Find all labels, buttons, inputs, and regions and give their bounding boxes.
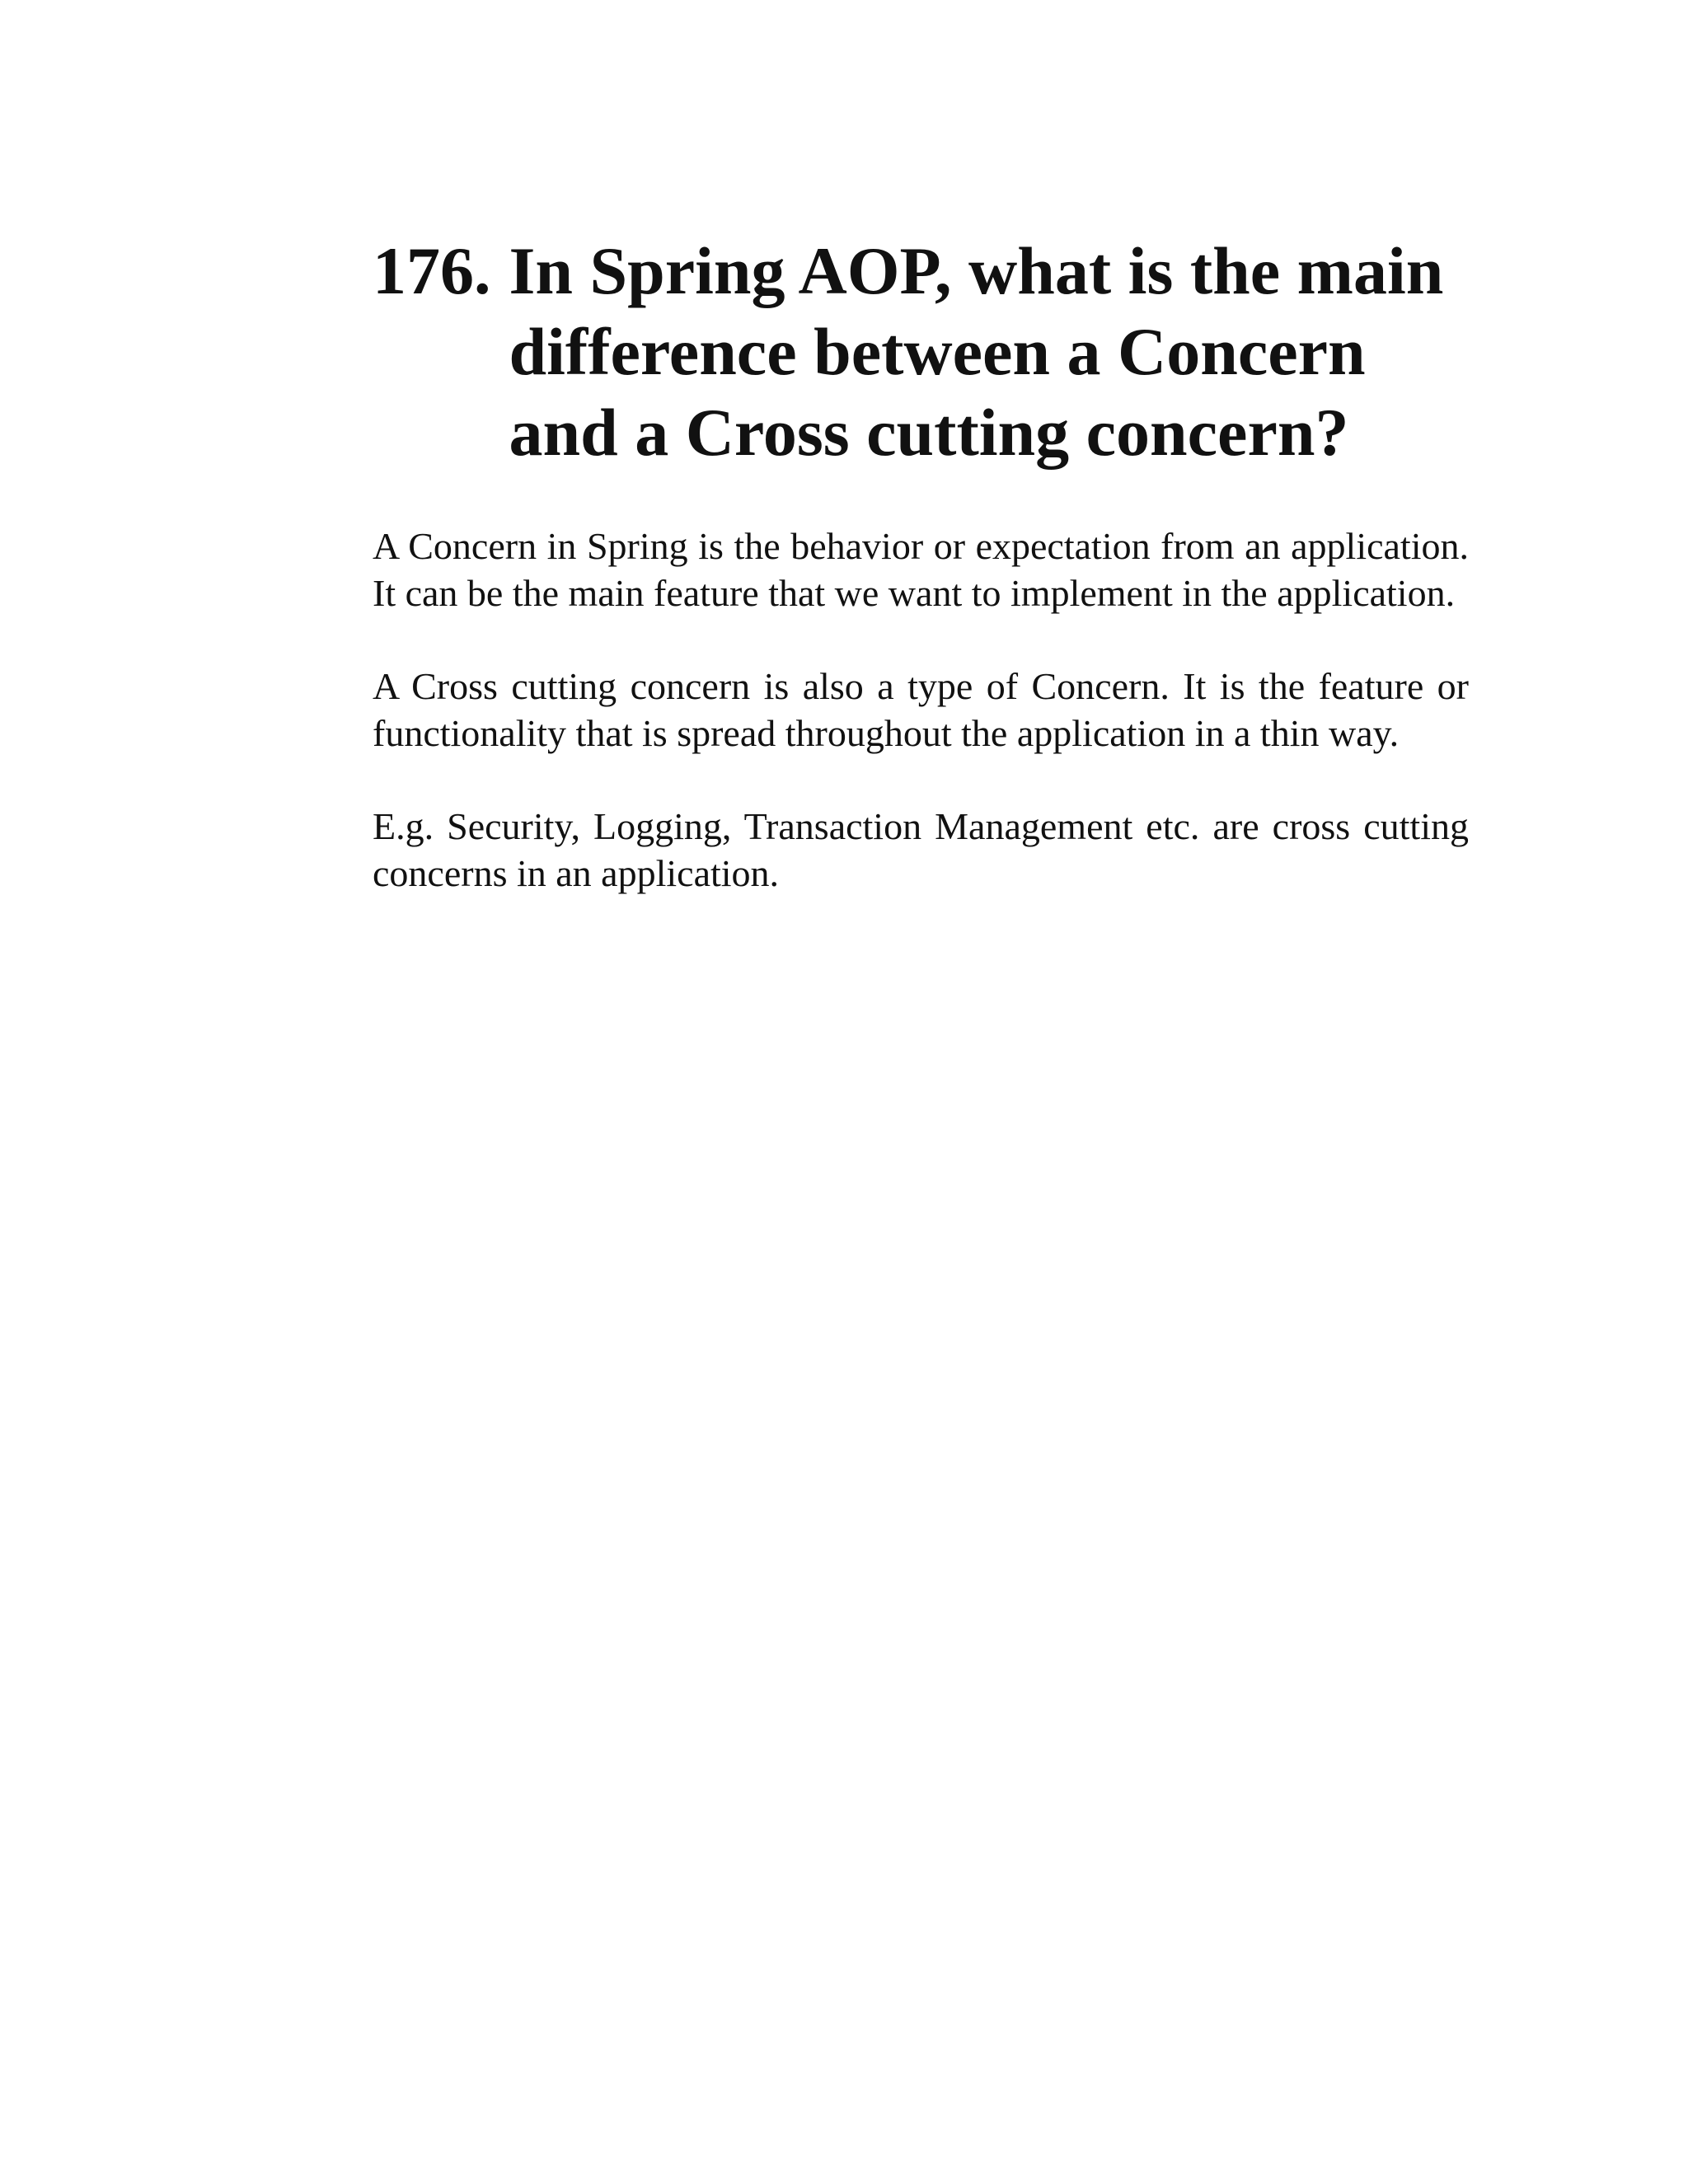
- answer-paragraph-examples: E.g. Security, Logging, Transaction Management etc. are cross cutting concerns in an application.: [373, 805, 1469, 894]
- question-number: 176.: [373, 233, 491, 308]
- answer-body: [373, 523, 1469, 897]
- question-text: In Spring AOP, what is the main difference between a Concern and a Cross cutting concern?: [509, 233, 1444, 470]
- question-heading: [373, 231, 1469, 473]
- answer-paragraph-cross-cutting: A Cross cutting concern is also a type of Concern. It is the feature or functionality that is spread throughout the application in a thin way.: [373, 665, 1469, 754]
- document-page: [373, 231, 1469, 897]
- answer-paragraph-concern: A Concern in Spring is the behavior or expectation from an application. It can be the main feature that we want to implement in the application.: [373, 525, 1469, 614]
